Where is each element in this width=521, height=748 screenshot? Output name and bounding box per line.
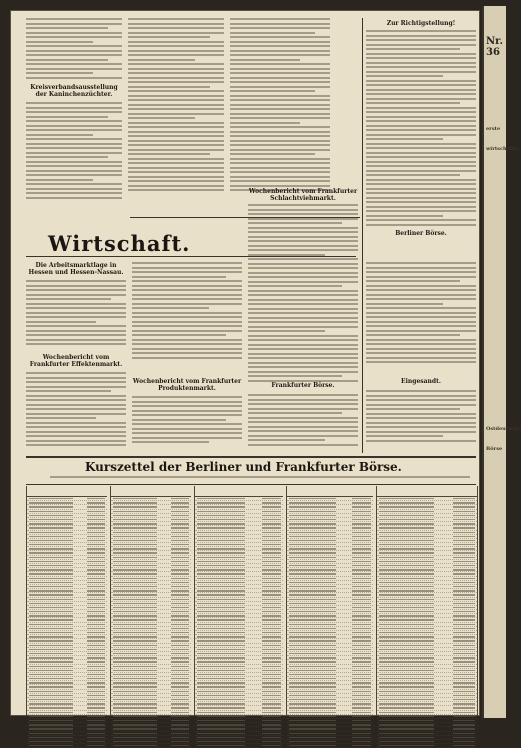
column-mid-2	[132, 262, 242, 454]
column-right-top	[366, 20, 476, 250]
column-top-1	[26, 18, 122, 88]
column-right-bottom	[366, 262, 476, 454]
column-top-2	[128, 18, 224, 218]
heading-kaninchen: Kreisverbandsausstellung der Kaninchenzüchter.	[30, 84, 118, 98]
heading-richtigstellung: Zur Richtigstellung!	[386, 20, 456, 27]
kurszettel-table-5	[376, 486, 478, 716]
kurszettel-subtitle	[50, 476, 470, 478]
heading-frankfurter-boerse: Frankfurter Börse.	[271, 382, 335, 389]
heading-schlachtviehmarkt: Wochenbericht vom Frankfurter Schlachtviehmarkt.	[248, 188, 358, 202]
column-top-1b	[26, 102, 122, 212]
adjacent-page-strip	[482, 6, 521, 718]
kurszettel-table-2	[110, 486, 191, 716]
article-heading-bau	[26, 84, 122, 100]
adjacent-word-2: wirtschafts-	[486, 146, 520, 152]
column-mid-1	[26, 262, 126, 454]
heading-produktenmarkt: Wochenbericht vom Frankfurter Produktenmarkt.	[132, 378, 242, 392]
kurszettel-table-1	[26, 486, 107, 716]
heading-berliner-boerse: Berliner Börse.	[395, 230, 447, 237]
column-mid-3	[248, 188, 358, 454]
section-title-wirtschaft: Wirtschaft.	[48, 231, 191, 256]
rule-kurszettel-under	[26, 484, 476, 485]
heading-effektenmarkt: Wochenbericht vom Frankfurter Effektenmarkt.	[29, 354, 123, 368]
rule-kurszettel-top	[26, 456, 476, 458]
heading-eingesandt: Eingesandt.	[401, 378, 441, 385]
newspaper-page	[10, 10, 480, 716]
adjacent-word-1: erste	[486, 126, 501, 132]
adjacent-word-4: Börse	[486, 446, 503, 452]
rule-vertical-right	[362, 18, 363, 453]
kurszettel-table-3	[194, 486, 283, 716]
kurszettel-title: Kurszettel der Berliner und Frankfurter Börse.	[85, 460, 402, 474]
adjacent-masthead: Nr. 36	[486, 36, 503, 58]
heading-arbeitsmarkt: Die Arbeitsmarktlage in Hessen und Hessen-Nassau.	[28, 262, 124, 276]
kurszettel-table-4	[286, 486, 373, 716]
adjacent-word-3: Ostdeutsche	[486, 426, 521, 432]
